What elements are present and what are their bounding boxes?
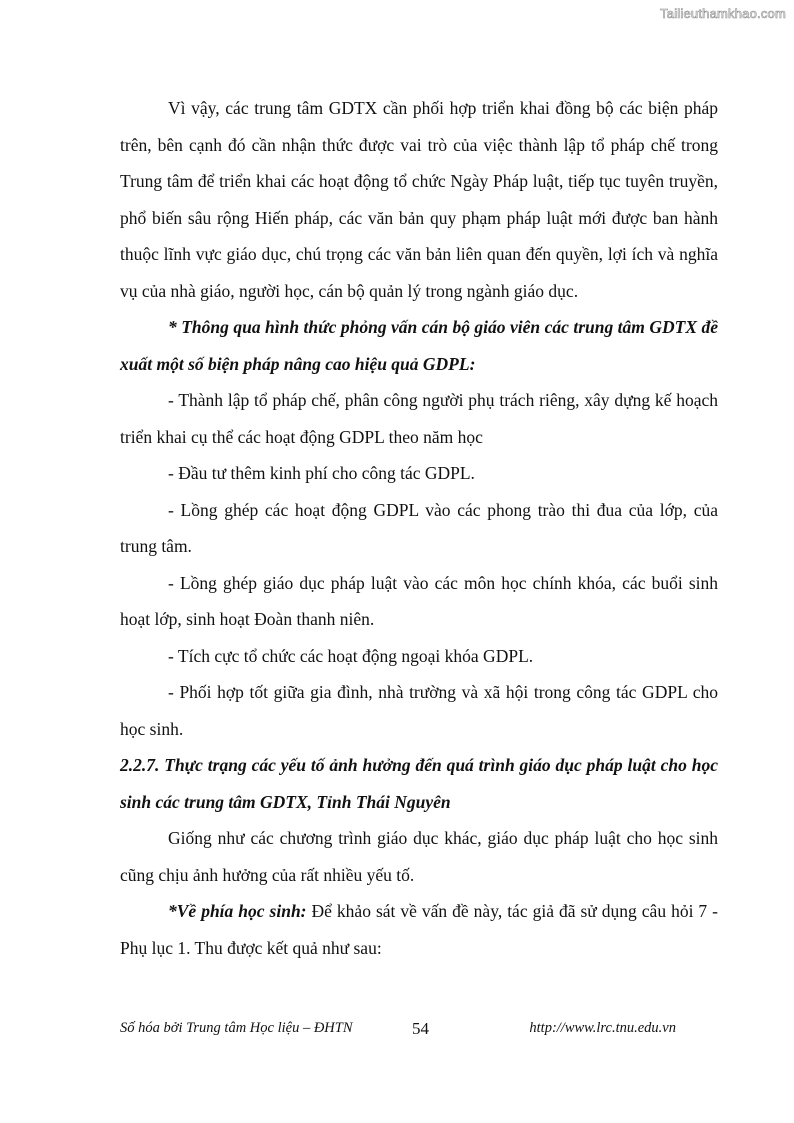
list-item: - Phối hợp tốt giữa gia đình, nhà trường và xã hội trong công tác GDPL cho học sinh. (120, 682, 718, 739)
list-item: - Lồng ghép giáo dục pháp luật vào các môn học chính khóa, các buổi sinh hoạt lớp, sinh hoạt Đoàn thanh niên. (120, 572, 718, 629)
footer-digitized-by: Số hóa bởi Trung tâm Học liệu – ĐHTN (120, 1020, 353, 1036)
list-item: - Tích cực tổ chức các hoạt động ngoại khóa GDPL. (168, 645, 534, 666)
paragraph-influence: Giống như các chương trình giáo dục khác, giáo dục pháp luật cho học sinh cũng chịu ảnh hưởng của rất nhiều yếu tố. (120, 828, 718, 885)
list-item: - Lồng ghép các hoạt động GDPL vào các phong trào thi đua của lớp, của trung tâm. (120, 499, 718, 556)
page-footer (120, 1020, 680, 1044)
section-heading: 2.2.7. Thực trạng các yếu tố ảnh hưởng đến quá trình giáo dục pháp luật cho học sinh các trung tâm GDTX, Tỉnh Thái Nguyên (120, 755, 718, 812)
interview-heading: * Thông qua hình thức phỏng vấn cán bộ giáo viên các trung tâm GDTX đề xuất một số biện pháp nâng cao hiệu quả GDPL: (120, 317, 718, 374)
watermark: Tailieuthamkhao.com (660, 6, 786, 21)
student-label: *Về phía học sinh: (168, 901, 307, 921)
paragraph-intro: Vì vậy, các trung tâm GDTX cần phối hợp triển khai đồng bộ các biện pháp trên, bên cạnh đó cần nhận thức được vai trò của việc thành lập tổ pháp chế trong Trung tâm để triển khai các hoạt động tổ chức Ngày Pháp luật, tiếp tục tuyên truyền, phổ biến sâu rộng Hiến pháp, các văn bản quy phạm pháp luật mới được ban hành thuộc lĩnh vực giáo dục, chú trọng các văn bản liên quan đến quyền, lợi ích và nghĩa vụ của nhà giáo, người học, cán bộ quản lý trong ngành giáo dục. (120, 98, 718, 301)
footer-url: http://www.lrc.tnu.edu.vn (529, 1020, 676, 1036)
page-number: 54 (412, 1019, 429, 1038)
list-item: - Đầu tư thêm kinh phí cho công tác GDPL. (168, 463, 475, 483)
document-body (120, 90, 718, 966)
list-item: - Thành lập tổ pháp chế, phân công người phụ trách riêng, xây dựng kế hoạch triển khai cụ thể các hoạt động GDPL theo năm học (120, 390, 718, 447)
student-text: Để khảo sát về vấn đề này, tác giả đã sử dụng câu hỏi 7 - Phụ lục 1. Thu được kết quả như sau: (120, 901, 719, 958)
paragraph-student (120, 893, 718, 966)
